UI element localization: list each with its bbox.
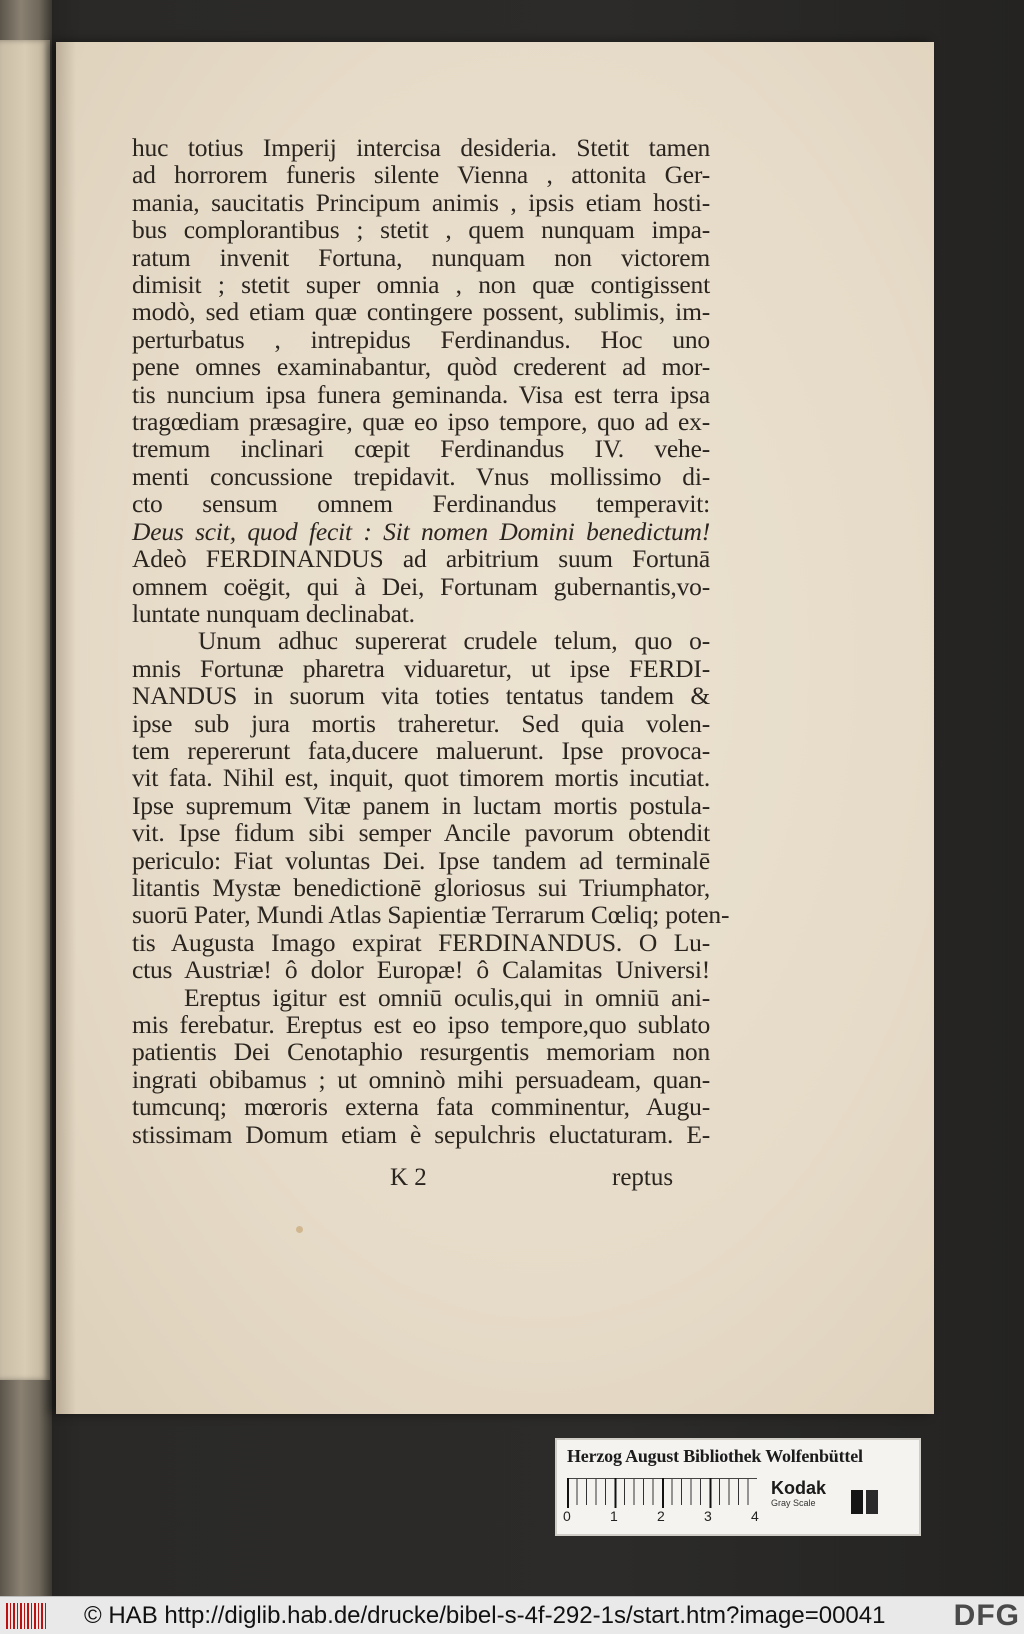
text-line: ad horrorem funeris silente Vienna , attonita Ger- — [132, 160, 710, 190]
text-line: mnis Fortunæ pharetra viduaretur, ut ipse FERDI- — [132, 653, 710, 683]
gray-swatch — [866, 1490, 878, 1514]
text-line: ingrati obibamus ; ut omninò mihi persuadeam, quan- — [132, 1064, 710, 1094]
text-line: suorū Pater, Mundi Atlas Sapientiæ Terrarum Cœliq; poten- — [132, 900, 730, 930]
scale-label: 3 — [704, 1508, 712, 1524]
text-line: pene omnes examinabantur, quòd crederent ad mor- — [132, 352, 710, 382]
text-line: ipse sub jura mortis traheretur. Sed quia volen- — [132, 708, 710, 738]
text-line: ratum invenit Fortuna, nunquam non victorem — [132, 242, 710, 272]
text-line: stissimam Domum etiam è sepulchris eluctaturam. E- — [132, 1119, 710, 1149]
text-line: dimisit ; stetit super omnia , non quæ contigissent — [132, 270, 710, 300]
scale-label: 1 — [610, 1508, 618, 1524]
scale-label: 0 — [563, 1508, 571, 1524]
text-line: patientis Dei Cenotaphio resurgentis memoriam non — [132, 1037, 710, 1067]
text-line: huc totius Imperij intercisa desideria. Stetit tamen — [132, 133, 710, 162]
text-line: tis nuncium ipsa funera geminanda. Visa est terra ipsa — [132, 379, 710, 409]
text-line: tem repererunt fata,ducere maluerunt. Ipse provoca- — [132, 735, 710, 765]
text-line: NANDUS in suorum vita toties tentatus tandem & — [132, 681, 710, 711]
footer-bar — [0, 1596, 1024, 1634]
text-line: omnem coëgit, qui à Dei, Fortunam gubernantis,vo- — [132, 571, 710, 601]
kodak-logo: Kodak — [771, 1478, 827, 1498]
text-line: tis Augusta Imago expirat FERDINANDUS. O Lu- — [132, 927, 710, 957]
text-line: tremum inclinari cœpit Ferdinandus IV. vehe- — [132, 434, 710, 464]
text-line: modò, sed etiam quæ contingere possent, sublimis, im- — [132, 297, 710, 327]
color-card — [555, 1438, 921, 1536]
text-line: mania, saucitatis Principum animis , ipsis etiam hosti- — [132, 187, 710, 217]
text-line: mis ferebatur. Ereptus est eo ipso tempore,quo sublato — [132, 1010, 710, 1039]
text-line: Ipse supremum Vitæ panem in luctam mortis postula- — [132, 790, 710, 820]
text-line: tragœdiam præsagire, quæ eo ipso tempore, quo ad ex- — [132, 407, 710, 437]
text-line: bus complorantibus ; stetit , quem nunquam impa- — [132, 215, 710, 245]
card-title: Herzog August Bibliothek Wolfenbüttel — [567, 1446, 863, 1466]
page-gutter-shadow — [56, 42, 76, 1414]
text-line: Adeò FERDINANDUS ad arbitrium suum Fortunā — [132, 544, 710, 574]
previous-page-edge — [0, 40, 50, 1380]
text-line: cto sensum omnem Ferdinandus temperavit: — [132, 489, 710, 519]
text-line: Deus scit, quod fecit : Sit nomen Domini benedictum! — [132, 516, 710, 546]
paper-stain — [296, 1226, 303, 1233]
text-line: periculo: Fiat voluntas Dei. Ipse tandem ad terminalē — [132, 845, 710, 875]
scale-label: 2 — [657, 1508, 665, 1524]
page-text — [132, 133, 730, 1149]
text-line: Unum adhuc supererat crudele telum, quo o- — [198, 626, 710, 656]
scale-label: 4 — [751, 1508, 759, 1524]
gray-swatch — [851, 1490, 863, 1514]
text-line: perturbatus , intrepidus Ferdinandus. Hoc uno — [132, 324, 710, 354]
text-line: menti concussione trepidavit. Vnus mollissimo di- — [132, 461, 710, 491]
barcode-icon — [6, 1603, 48, 1629]
text-line: litantis Mystæ benedictionē gloriosus sui Triumphator, — [132, 872, 710, 902]
scale-ruler-majors — [567, 1478, 757, 1508]
text-line: ctus Austriæ! ô dolor Europæ! ô Calamitas Universi! — [132, 955, 710, 985]
catchword: reptus — [612, 1164, 674, 1191]
text-line: vit fata. Nihil est, inquit, quot timorem mortis incutiat. — [132, 763, 710, 793]
text-line: luntate nunquam declinabat. — [132, 598, 415, 628]
signature-mark: K 2 — [390, 1164, 427, 1191]
text-line: tumcunq; mœroris externa fata comminentur, Augu- — [132, 1092, 710, 1122]
text-line: Ereptus igitur est omniū oculis,qui in omniū ani- — [184, 982, 710, 1012]
text-line: vit. Ipse fidum sibi semper Ancile pavorum obtendit — [132, 818, 710, 848]
kodak-subtitle: Gray Scale — [771, 1498, 816, 1508]
footer-copyright-link[interactable]: © HAB http://diglib.hab.de/drucke/bibel-s-4f-292-1s/start.htm?image=00041 — [84, 1602, 886, 1629]
dfg-logo: DFG — [953, 1599, 1020, 1632]
